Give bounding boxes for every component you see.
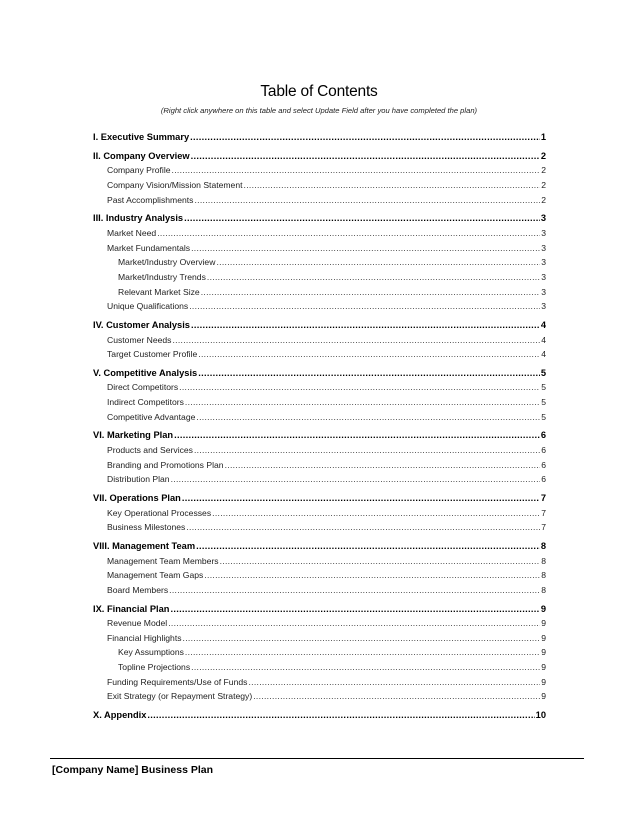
toc-entry-page: 3 [541,227,546,238]
toc-dot-leader [190,130,540,144]
toc-entry[interactable] [107,520,546,534]
toc-dot-leader [174,428,540,442]
toc-entry[interactable] [107,443,546,457]
toc-entry[interactable] [93,708,546,722]
toc-entry-label: Direct Competitors [107,382,179,393]
toc-entry-page: 2 [540,150,546,161]
toc-entry-label: I. Executive Summary [93,132,190,142]
toc-entry-page: 3 [541,301,546,312]
toc-entry[interactable] [118,285,546,299]
toc-entry[interactable] [107,458,546,472]
toc-entry-page: 2 [541,179,546,190]
toc-entry-label: Relevant Market Size [118,286,200,297]
toc-entry-page: 9 [541,632,546,643]
toc-entry[interactable] [107,631,546,645]
toc-entry[interactable] [107,689,546,703]
toc-entry-label: III. Industry Analysis [93,213,184,224]
toc-entry-page: 9 [541,691,546,702]
toc-entry-label: Market Fundamentals [107,242,191,253]
toc-entry-label: Company Profile [107,165,171,176]
toc-entry-label: Company Vision/Mission Statement [107,179,243,190]
toc-entry-label: Financial Highlights [107,632,182,643]
toc-dot-leader [212,506,540,520]
toc-dot-leader [179,380,540,394]
toc-entry-label: Unique Qualifications [107,301,189,312]
toc-entry-page: 5 [541,397,546,408]
toc-entry-page: 3 [541,286,546,297]
toc-entry-page: 1 [540,132,546,142]
toc-entry[interactable] [107,193,546,207]
toc-entry-page: 2 [541,165,546,176]
toc-entry-label: Customer Needs [107,334,172,345]
toc-dot-leader [201,285,541,299]
toc-entry[interactable] [93,149,546,163]
page-title: Table of Contents [260,83,378,100]
toc-entry-label: Distribution Plan [107,474,170,485]
toc-dot-leader [220,554,541,568]
toc-dot-leader [157,226,540,240]
toc-entry-page: 7 [541,507,546,518]
toc-entry[interactable] [93,130,546,144]
toc-entry[interactable] [107,410,546,424]
toc-entry-page: 9 [541,618,546,629]
toc-entry-page: 4 [540,319,546,330]
toc-entry-label: Management Team Gaps [107,570,204,581]
toc-entry-page: 8 [540,540,546,551]
toc-entry-page: 6 [541,474,546,485]
toc-dot-leader [204,568,540,582]
toc-dot-leader [191,660,540,674]
toc-entry[interactable] [107,395,546,409]
toc-entry-label: II. Company Overview [93,150,190,161]
toc-entry-label: Target Customer Profile [107,349,198,360]
toc-entry-page: 9 [541,662,546,673]
toc-entry[interactable] [93,491,546,505]
toc-entry-label: VII. Operations Plan [93,492,181,503]
toc-entry[interactable] [118,660,546,674]
toc-dot-leader [184,211,540,225]
toc-dot-leader [191,318,540,332]
toc-entry-label: Management Team Members [107,555,219,566]
toc-dot-leader [198,366,540,380]
toc-entry[interactable] [93,602,546,616]
toc-entry-label: Funding Requirements/Use of Funds [107,676,248,687]
toc-entry-label: Past Accomplishments [107,194,194,205]
toc-dot-leader [196,410,540,424]
toc-entry[interactable] [107,472,546,486]
toc-entry[interactable] [93,318,546,332]
toc-entry[interactable] [93,211,546,225]
toc-entry-label: Products and Services [107,445,193,455]
toc-entry-page: 2 [541,194,546,205]
footer-text: [Company Name] Business Plan [52,764,214,776]
toc-entry-page: 9 [540,603,546,614]
toc-dot-leader [216,255,540,269]
toc-entry-label: Business Milestones [107,522,186,533]
toc-entry-page: 9 [541,676,546,687]
toc-dot-leader [191,149,540,163]
toc-entry-page: 5 [541,411,546,422]
toc-entry[interactable] [107,675,546,689]
toc-entry-label: VI. Marketing Plan [93,430,174,441]
toc-entry-label: Topline Projections [118,662,191,673]
toc-entry[interactable] [93,366,546,380]
toc-entry[interactable] [107,616,546,630]
toc-entry-page: 4 [541,334,546,345]
toc-entry-label: Market Need [107,227,157,238]
toc-entry[interactable] [118,270,546,284]
footer-divider [50,758,584,759]
toc-dot-leader [168,616,540,630]
toc-entry-label: V. Competitive Analysis [93,367,198,378]
toc-entry-page: 10 [535,710,546,720]
toc-entry-label: Key Assumptions [118,647,184,658]
toc-dot-leader [185,645,540,659]
toc-entry-label: Branding and Promotions Plan [107,459,224,470]
toc-dot-leader [198,347,540,361]
toc-dot-leader [172,333,540,347]
toc-entry[interactable] [107,163,546,177]
toc-dot-leader [171,472,541,486]
toc-dot-leader [147,708,534,722]
toc-dot-leader [186,520,540,534]
toc-entry[interactable] [107,347,546,361]
toc-dot-leader [183,631,541,645]
toc-dot-leader [170,602,539,616]
toc-dot-leader [191,241,540,255]
toc-entry-label: X. Appendix [93,710,147,720]
toc-dot-leader [244,178,541,192]
toc-dot-leader [182,491,540,505]
toc-entry-page: 4 [541,349,546,360]
toc-entry-label: VIII. Management Team [93,540,196,551]
toc-entry-page: 3 [540,213,546,224]
toc-entry[interactable] [93,539,546,553]
toc-dot-leader [194,443,540,457]
toc-entry-page: 8 [541,570,546,581]
toc-entry[interactable] [107,299,546,313]
toc-entry-page: 3 [541,271,546,282]
toc-entry[interactable] [107,226,546,240]
page-subtitle: (Right click anywhere on this table and select Update Field after you have completed the plan) [160,106,478,115]
toc-entry-page: 8 [541,555,546,566]
toc-entry-label: Competitive Advantage [107,411,196,422]
toc-entry[interactable] [107,241,546,255]
toc-dot-leader [194,193,540,207]
toc-entry[interactable] [107,178,546,192]
toc-entry-label: Revenue Model [107,618,168,629]
toc-entry-page: 6 [540,430,546,441]
toc-dot-leader [253,689,540,703]
toc-dot-leader [207,270,540,284]
toc-entry[interactable] [118,255,546,269]
toc-entry[interactable] [107,583,546,597]
toc-entry-label: Market/Industry Trends [118,271,206,282]
toc-dot-leader [185,395,540,409]
toc-entry[interactable] [107,333,546,347]
toc-entry-page: 6 [541,459,546,470]
toc-entry-label: Key Operational Processes [107,507,212,518]
toc-entry-label: Exit Strategy (or Repayment Strategy) [107,691,253,702]
toc-entry-page: 3 [541,242,546,253]
toc-entry-page: 5 [541,382,546,393]
toc-dot-leader [169,583,540,597]
toc-entry[interactable] [107,568,546,582]
toc-entry[interactable] [118,645,546,659]
toc-entry[interactable] [107,554,546,568]
toc-entry-label: IV. Customer Analysis [93,319,190,330]
toc-dot-leader [196,539,540,553]
toc-entry[interactable] [107,380,546,394]
toc-dot-leader [189,299,540,313]
toc-entry[interactable] [93,428,546,442]
toc-entry-page: 8 [541,584,546,595]
toc-entry-label: IX. Financial Plan [93,603,170,614]
toc-entry-page: 9 [541,647,546,658]
toc-entry-page: 7 [541,522,546,533]
toc-dot-leader [225,458,541,472]
toc-dot-leader [248,675,540,689]
toc-entry-page: 5 [540,367,546,378]
toc-entry-page: 6 [541,445,546,455]
toc-entry-page: 7 [540,492,546,503]
toc-dot-leader [172,163,541,177]
toc-entry[interactable] [107,506,546,520]
toc-entry-page: 3 [541,257,546,268]
toc-entry-label: Indirect Competitors [107,397,184,408]
toc-entry-label: Board Members [107,584,169,595]
toc-entry-label: Market/Industry Overview [118,257,216,268]
